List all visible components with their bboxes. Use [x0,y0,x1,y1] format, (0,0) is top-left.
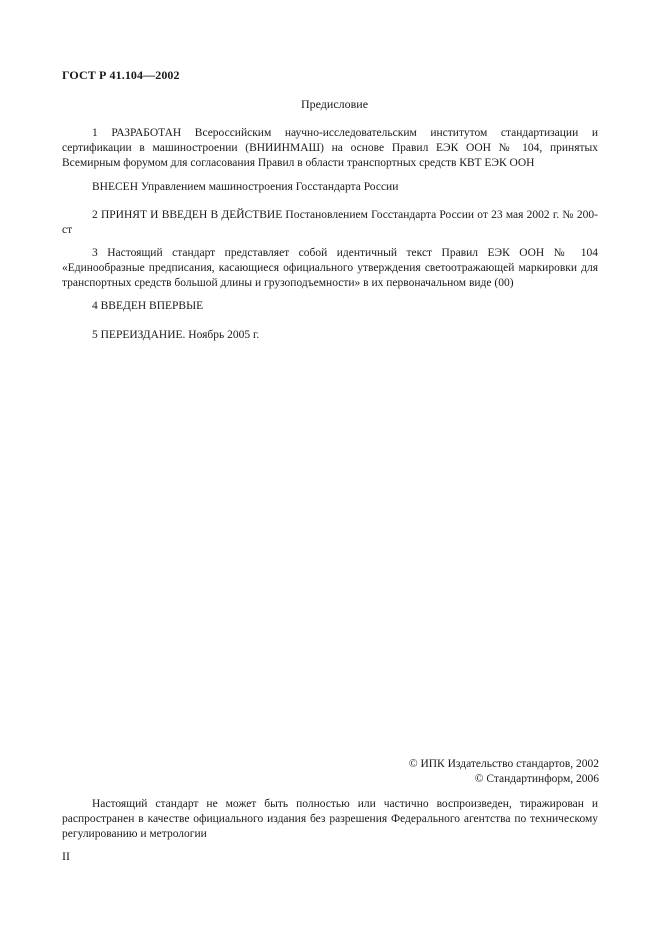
paragraph-reissue: 5 ПЕРЕИЗДАНИЕ. Ноябрь 2005 г. [92,329,260,341]
reproduction-notice: Настоящий стандарт не может быть полностью или частично воспроизведен, тиражирован и распространен в качестве официального издания без разрешения Федерального агентства по техническому регулированию и метрологии [62,798,598,840]
page-number: II [62,849,70,863]
copyright-line-standartinform: © Стандартинформ, 2006 [474,773,599,785]
copyright-line-publisher: © ИПК Издательство стандартов, 2002 [408,758,599,770]
paragraph-first-introduced: 4 ВВЕДЕН ВПЕРВЫЕ [92,300,204,312]
paragraph-identical-text: 3 Настоящий стандарт представляет собой идентичный текст Правил ЕЭК ООН № 104 «Единообразные предписания, касающиеся официального утверждения светоотражающей маркировки для транспортных средств большой длины и грузоподъемности» в их первоначальном виде (00) [62,247,598,289]
paragraph-developed-by: 1 РАЗРАБОТАН Всероссийским научно-исследовательским институтом стандартизации и сертификации в машиностроении (ВНИИНМАШ) на основе Правил ЕЭК ООН № 104, принятых Всемирным форумом для согласования Правил в области транспортных средств КВТ ЕЭК ООН [62,127,598,169]
paragraph-adopted: 2 ПРИНЯТ И ВВЕДЕН В ДЕЙСТВИЕ Постановлением Госстандарта России от 23 мая 2002 г. № 200-ст [62,209,598,236]
paragraph-introduced-by: ВНЕСЕН Управлением машиностроения Госстандарта России [92,181,399,193]
copyright-block [409,757,599,787]
section-title: Предисловие [300,97,369,111]
document-code-header: ГОСТ Р 41.104—2002 [62,68,180,82]
